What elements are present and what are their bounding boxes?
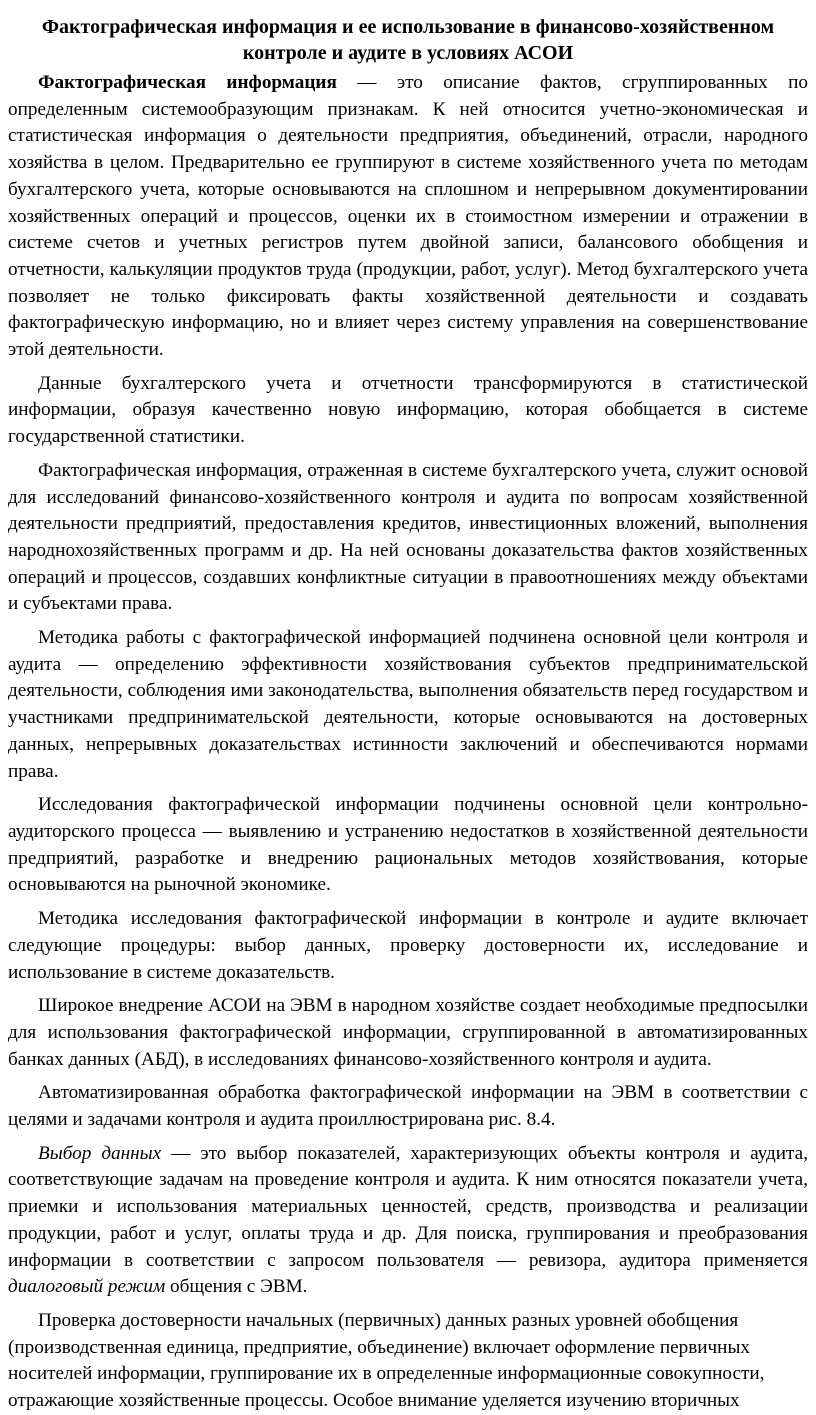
paragraph-10-line-4: отражающие хозяйственные процессы. Особое внимание уделяется изучению вторичных	[8, 1390, 740, 1412]
term-data-selection: Выбор данных	[38, 1142, 162, 1164]
paragraph-9-text: — это выбор показателей, характеризующих объекты контроля и аудита, соответствующие задачам на проведение контроля и аудита. К ним относятся показатели учета, приемки и использования материальных ценностей, средств, производства и реализации продукции, работ и услуг, оплаты труда и др. Для поиска, группирования и преобразования информации в соответствии с запросом пользователя — ревизора, аудитора применяется	[8, 1142, 808, 1271]
paragraph-4: Методика работы с фактографической информацией подчинена основной цели контроля и аудита — определению эффективности хозяйствования субъектов предпринимательской деятельности, соблюдения ими законодательства, выполнения обязательств перед государством и участниками предпринимательской деятельности, которые основываются на достоверных данных, непрерывных доказательствах истинности заключений и обеспечиваются нормами права.	[8, 627, 808, 782]
paragraph-9	[8, 1141, 808, 1301]
title-line-2: контроле и аудите в условиях АСОИ	[242, 42, 574, 64]
paragraph-10-line-2: (производственная единица, предприятие, объединение) включает оформление первичных	[8, 1336, 750, 1358]
paragraph-1	[8, 70, 808, 364]
term-factographic-info: Фактографическая информация	[38, 72, 337, 93]
paragraph-2: Данные бухгалтерского учета и отчетности трансформируются в статистической информации, образуя качественно новую информацию, которая обобщается в системе государственной статистики.	[8, 372, 808, 448]
paragraph-9-end: общения с ЭВМ.	[165, 1276, 308, 1298]
paragraph-6: Методика исследования фактографической информации в контроле и аудите включает следующие процедуры: выбор данных, проверку достоверности их, исследование и использование в системе доказательств.	[8, 908, 808, 983]
paragraph-7: Широкое внедрение АСОИ на ЭВМ в народном хозяйстве создает необходимые предпосылки для использования фактографической информации, сгруппированной в автоматизированных банках данных (АБД), в исследованиях финансово-хозяйственного контроля и аудита.	[8, 995, 808, 1070]
document-title	[8, 14, 808, 66]
paragraph-1-text: — это описание фактов, сгруппированных по определенным системообразующим признакам. К ней относится учетно-экономическая и статистическая информация о деятельности предприятия, объединений, отрасли, народного хозяйства в целом. Предварительно ее группируют в системе хозяйственного учета по методам бухгалтерского учета, которые основываются на сплошном и непрерывном документировании хозяйственных операций и процессов, оценки их в стоимостном измерении и отражении в системе счетов и учетных регистров путем двойной записи, балансового обобщения и отчетности, калькуляции продуктов труда (продукции, работ, услуг). Метод бухгалтерского учета позволяет не только фиксировать факты хозяйственной деятельности и создавать фактографическую информацию, но и влияет через систему управления на совершенствование этой деятельности.	[8, 72, 808, 361]
paragraph-8: Автоматизированная обработка фактографической информации на ЭВМ в соответствии с целями и задачами контроля и аудита проиллюстрирована рис. 8.4.	[8, 1082, 808, 1131]
paragraph-10-line-3: носителей информации, группирование их в определенные информационные совокупности,	[8, 1363, 765, 1385]
title-line-1: Фактографическая информация и ее использование в финансово-хозяйственном	[41, 16, 775, 38]
paragraph-10	[8, 1308, 808, 1415]
paragraph-10-line-1: Проверка достоверности начальных (первичных) данных разных уровней обобщения	[38, 1309, 739, 1331]
paragraph-3: Фактографическая информация, отраженная в системе бухгалтерского учета, служит основой для исследований финансово-хозяйственного контроля и аудита по вопросам хозяйственной деятельности предприятий, предоставления кредитов, инвестиционных вложений, выполнения народнохозяйственных программ и др. На ней основаны доказательства фактов хозяйственных операций и процессов, создавших конфликтные ситуации в правоотношениях между объектами и субъектами права.	[8, 459, 808, 615]
paragraph-5: Исследования фактографической информации подчинены основной цели контрольно-аудиторского процесса — выявлению и устранению недостатков в хозяйственной деятельности предприятий, разработке и внедрению рациональных методов хозяйствования, которые основываются на рыночной экономике.	[8, 794, 808, 896]
term-dialog-mode: диалоговый режим	[8, 1276, 166, 1298]
